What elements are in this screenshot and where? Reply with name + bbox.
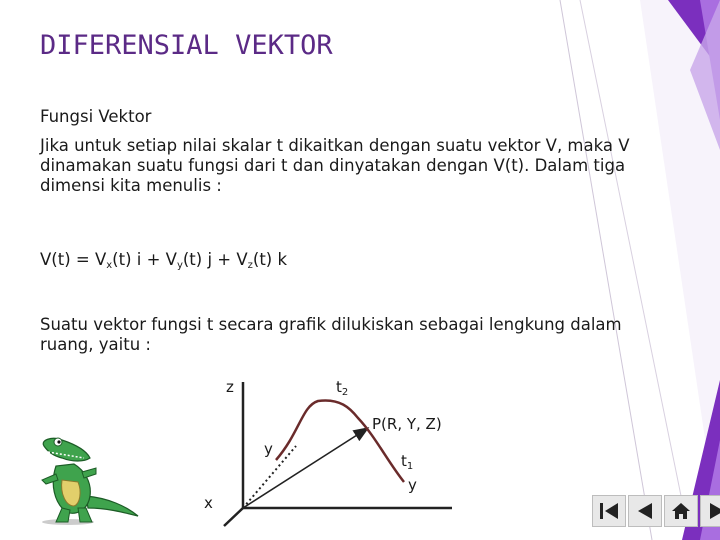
z-axis-label: z [226, 378, 234, 396]
next-slide-button[interactable] [700, 495, 720, 527]
formula-part-1: (t) i + V [112, 250, 177, 269]
page-title: DIFERENSIAL VEKTOR [40, 30, 333, 61]
t1-subscript: 1 [406, 461, 414, 472]
first-slide-button[interactable] [592, 495, 626, 527]
formula-x-subscript: x [106, 260, 113, 271]
t1-main: t [401, 452, 407, 470]
home-button[interactable] [664, 495, 698, 527]
t1-label [401, 452, 413, 472]
formula-y-subscript: y [176, 260, 183, 271]
position-vector [243, 428, 368, 508]
home-icon [670, 501, 692, 521]
space-curve [276, 400, 404, 482]
x-axis-label: x [204, 494, 213, 512]
x-axis [224, 508, 243, 526]
formula-z-subscript: z [247, 260, 253, 271]
first-icon [598, 501, 620, 521]
back-icon [634, 501, 656, 521]
t2-label [336, 378, 348, 398]
y-bottom-label: y [408, 476, 417, 494]
slide-navigation [592, 495, 720, 527]
previous-slide-button[interactable] [628, 495, 662, 527]
formula-lhs: V(t) = V [40, 250, 107, 269]
subtitle: Fungsi Vektor [40, 107, 152, 126]
crocodile-mascot-icon [38, 436, 142, 526]
formula-part-3: (t) k [252, 250, 288, 269]
t2-main: t [336, 378, 342, 396]
y-axis-label: y [264, 440, 273, 458]
t2-subscript: 2 [341, 387, 349, 398]
formula-part-2: (t) j + V [182, 250, 248, 269]
forward-icon [706, 501, 720, 521]
definition-paragraph: Jika untuk setiap nilai skalar t dikaitkan dengan suatu vektor V, maka V dinamakan suatu fungsi dari t dan dinyatakan dengan V(t). Dalam tiga dimensi kita menulis : [40, 136, 630, 195]
point-p-label: P(R, Y, Z) [372, 415, 442, 433]
graph-caption: Suatu vektor fungsi t secara grafik dilukiskan sebagai lengkung dalam ruang, yaitu : [40, 315, 622, 354]
